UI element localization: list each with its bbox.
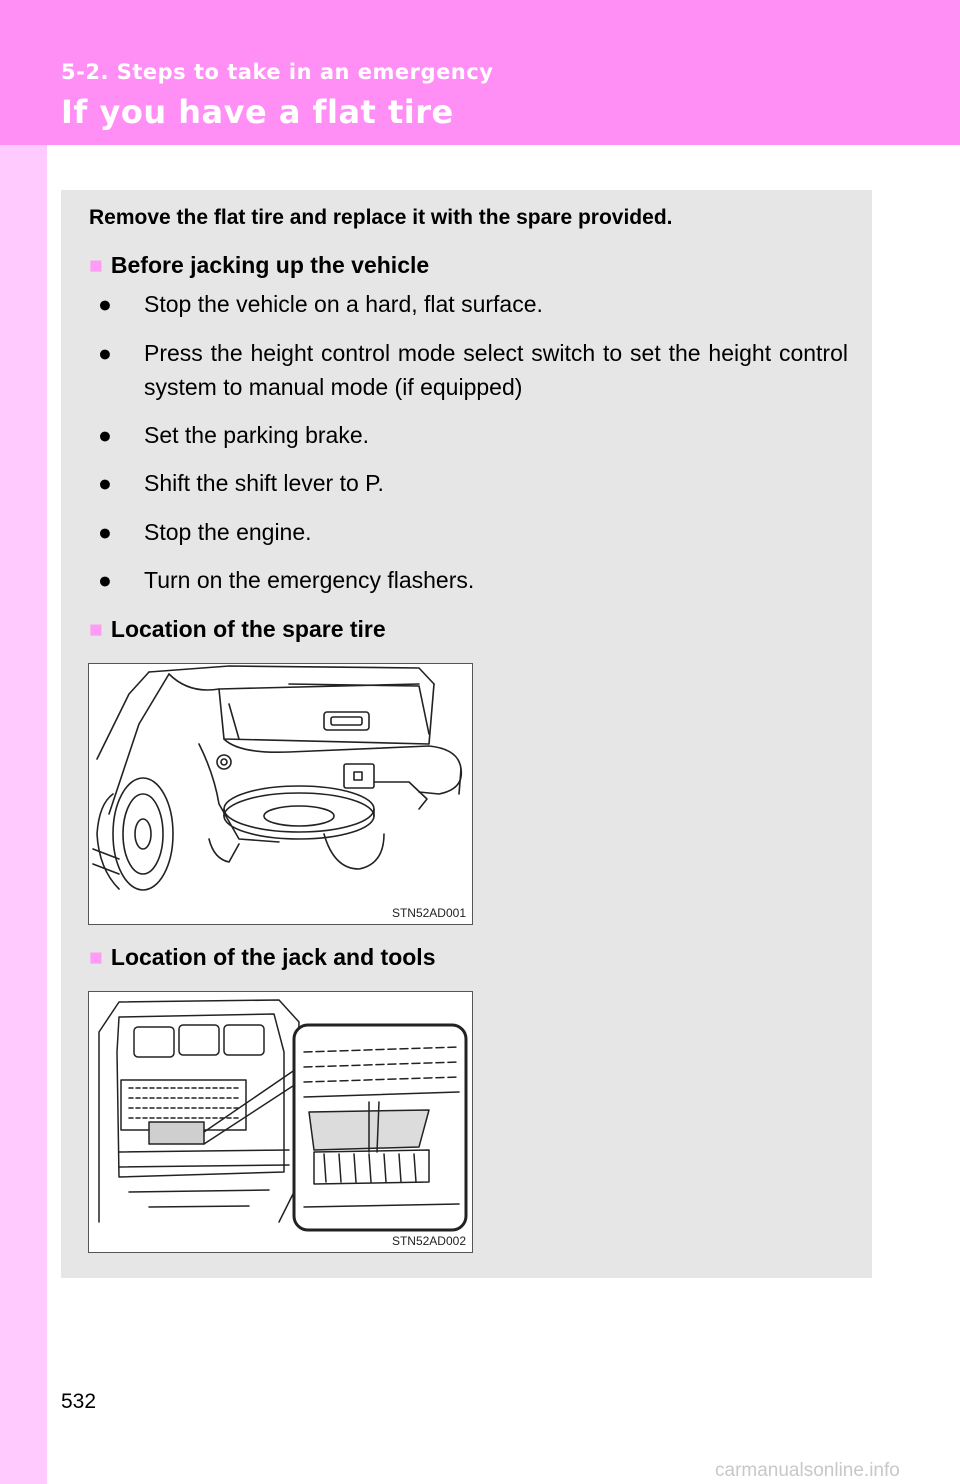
heading-jack-tools: ■ Location of the jack and tools — [89, 944, 436, 970]
list-item: ● Set the parking brake. — [98, 418, 848, 452]
header-band — [0, 0, 960, 145]
list-item: ● Turn on the emergency flashers. — [98, 563, 848, 597]
jack-tools-drawing — [89, 992, 474, 1254]
heading-spare-tire: ■ Location of the spare tire — [89, 616, 386, 642]
dot-bullet-icon: ● — [98, 340, 112, 366]
dot-bullet-icon: ● — [98, 470, 112, 496]
jack-tools-illustration — [88, 991, 473, 1253]
watermark: carmanualsonline.info — [715, 1460, 900, 1481]
figure-code: STN52AD002 — [391, 1234, 466, 1248]
page-number: 532 — [61, 1390, 97, 1413]
page-title: If you have a flat tire — [61, 93, 454, 131]
square-bullet-icon: ■ — [89, 944, 103, 970]
dot-bullet-icon: ● — [98, 519, 112, 545]
left-margin-strip — [0, 145, 47, 1484]
dot-bullet-icon: ● — [98, 422, 112, 448]
list-item: ● Stop the engine. — [98, 515, 848, 549]
dot-bullet-icon: ● — [98, 291, 112, 317]
spare-tire-drawing — [89, 664, 474, 926]
spare-tire-illustration — [88, 663, 473, 925]
heading-before-jacking: ■ Before jacking up the vehicle — [89, 252, 430, 278]
dot-bullet-icon: ● — [98, 567, 112, 593]
intro-text: Remove the flat tire and replace it with the spare provided. — [89, 206, 673, 229]
list-item: ● Shift the shift lever to P. — [98, 466, 848, 500]
square-bullet-icon: ■ — [89, 252, 103, 278]
figure-code: STN52AD001 — [391, 906, 466, 920]
section-label: 5-2. Steps to take in an emergency — [61, 60, 494, 84]
list-item: ● Press the height control mode select switch to set the height control system to manual mode (if equipped) — [98, 336, 848, 404]
list-item: ● Stop the vehicle on a hard, flat surface. — [98, 287, 848, 321]
square-bullet-icon: ■ — [89, 616, 103, 642]
